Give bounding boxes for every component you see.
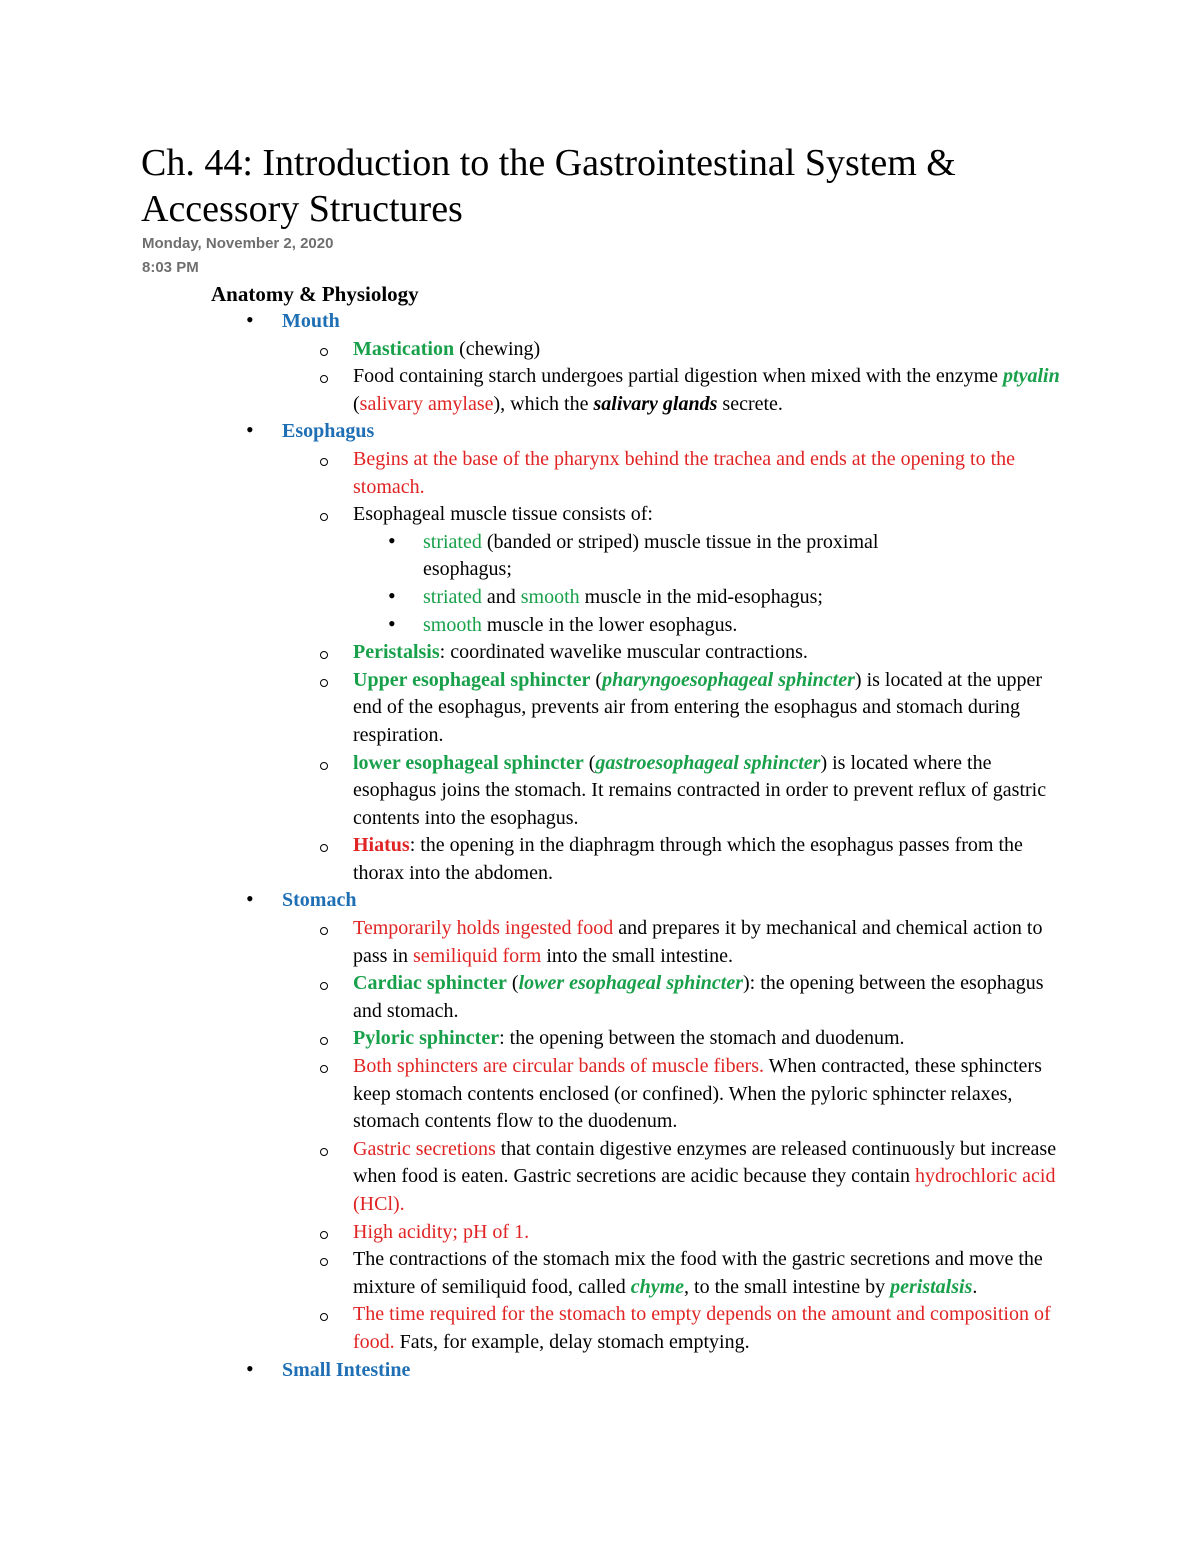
text-span: smooth xyxy=(423,613,482,636)
list-item xyxy=(0,1301,1200,1356)
text-span: ( xyxy=(590,668,603,691)
text-span: The time required for the stomach to empty depends on the amount and composition of food. xyxy=(353,1303,1051,1353)
list-item xyxy=(0,529,1070,584)
text-span: : coordinated wavelike muscular contractions. xyxy=(439,641,808,664)
text-span: The contractions of the stomach mix the food with the gastric secretions and move the mixture of semiliquid food, called xyxy=(353,1248,1043,1298)
text-span: . xyxy=(972,1275,978,1298)
page-title: Ch. 44: Introduction to the Gastrointestinal System & Accessory Structures xyxy=(141,142,956,230)
text-span: Esophageal muscle tissue consists of: xyxy=(353,503,653,526)
list-item xyxy=(0,501,1200,639)
term-cardiac-alt: lower esophageal sphincter xyxy=(518,972,744,995)
term-ues: Upper esophageal sphincter xyxy=(353,668,591,691)
term-cardiac-sphincter: Cardiac sphincter xyxy=(353,972,507,995)
outline-level-1 xyxy=(0,308,1200,1384)
text-span: ( xyxy=(353,392,360,415)
list-item xyxy=(0,832,1200,887)
text-span: smooth xyxy=(520,585,580,608)
list-item xyxy=(0,1136,1200,1219)
text-span: ( xyxy=(583,751,596,774)
outline-item-mouth xyxy=(0,308,1200,418)
text-span: (chewing) xyxy=(454,337,541,360)
note-time: 8:03 PM xyxy=(142,259,199,276)
term-pyloric-sphincter: Pyloric sphincter xyxy=(353,1027,500,1050)
list-item xyxy=(0,363,1200,418)
text-span: : the opening between the stomach and duodenum. xyxy=(499,1027,905,1050)
text-span: Gastric secretions xyxy=(353,1137,496,1160)
text-span: (banded or striped) muscle tissue in the proximal esophagus; xyxy=(423,530,879,581)
outline xyxy=(0,308,1200,1384)
text-span: muscle in the mid-esophagus; xyxy=(579,585,823,608)
text-span: that contain digestive enzymes are released continuously but increase when food is eaten. Gastric secretions are acidic because they contain xyxy=(353,1137,1057,1188)
list-item xyxy=(0,970,1200,1025)
text-span: striated xyxy=(423,530,482,553)
text-span: ( xyxy=(506,972,519,995)
list-item xyxy=(0,1246,1200,1301)
text-span: and prepares it by mechanical and chemical action to pass in xyxy=(353,917,1043,967)
list-item xyxy=(0,667,1200,750)
list-item xyxy=(0,639,1200,667)
outline-item-esophagus xyxy=(0,418,1200,887)
heading-small-intestine: Small Intestine xyxy=(282,1358,411,1381)
list-item xyxy=(0,1219,1200,1247)
text-span: ), which the xyxy=(493,392,594,415)
text-span: and xyxy=(481,585,521,608)
list-item xyxy=(0,446,1200,501)
term-peristalsis-2: peristalsis xyxy=(890,1275,973,1298)
esophagus-sublist xyxy=(282,446,1200,888)
text-span: Food containing starch undergoes partial digestion when mixed with the enzyme xyxy=(353,365,1004,388)
text-span: High acidity; pH of 1. xyxy=(353,1220,530,1243)
term-ues-alt: pharyngoesophageal sphincter xyxy=(602,668,855,691)
text-span: Fats, for example, delay stomach emptying. xyxy=(394,1330,750,1353)
heading-esophagus: Esophagus xyxy=(282,420,375,443)
text-span: : the opening in the diaphragm through which the esophagus passes from the thorax into the abdomen. xyxy=(353,834,1023,884)
outline-item-stomach xyxy=(0,887,1200,1356)
list-item xyxy=(0,1025,1200,1053)
text-span: striated xyxy=(423,585,482,608)
heading-mouth: Mouth xyxy=(282,310,340,332)
text-span: Both sphincters are circular bands of muscle fibers. xyxy=(353,1055,764,1078)
note-date: Monday, November 2, 2020 xyxy=(142,235,334,252)
text-span: ) is located at the upper end of the esophagus, prevents air from entering the esophagus and stomach during respiration. xyxy=(353,668,1043,746)
list-item xyxy=(0,584,1070,612)
term-peristalsis: Peristalsis xyxy=(353,641,440,664)
term-salivary-amylase: salivary amylase xyxy=(359,392,494,415)
mouth-sublist xyxy=(282,336,1200,419)
term-chyme: chyme xyxy=(630,1275,685,1298)
text-span: semiliquid form xyxy=(413,944,542,967)
term-salivary-glands: salivary glands xyxy=(593,392,718,415)
section-heading: Anatomy & Physiology xyxy=(211,282,419,306)
text-span: . xyxy=(399,1193,405,1215)
stomach-sublist xyxy=(282,915,1200,1357)
list-item xyxy=(0,336,1200,364)
outline-item-small-intestine xyxy=(0,1357,1200,1385)
list-item xyxy=(0,915,1200,970)
text-span: secrete. xyxy=(717,392,783,415)
term-les: lower esophageal sphincter xyxy=(353,751,584,774)
term-les-alt: gastroesophageal sphincter xyxy=(595,751,821,774)
list-item xyxy=(0,1053,1200,1136)
text-span: , to the small intestine by xyxy=(684,1275,891,1298)
heading-stomach: Stomach xyxy=(282,889,357,912)
text-span: hydrochloric acid (HCl) xyxy=(353,1165,1056,1215)
muscle-sublist xyxy=(353,529,1070,639)
text-span: Begins at the base of the pharynx behind the trachea and ends at the opening to the stomach. xyxy=(353,447,1016,498)
text-span: muscle in the lower esophagus. xyxy=(481,613,738,636)
term-hiatus: Hiatus xyxy=(353,834,410,857)
term-ptyalin: ptyalin xyxy=(1003,365,1060,388)
text-span: Temporarily holds ingested food xyxy=(353,917,614,940)
text-span: ): the opening between the esophagus and stomach. xyxy=(353,972,1044,1022)
text-span: into the small intestine. xyxy=(541,944,733,967)
text-span: When contracted, these sphincters keep stomach contents enclosed (or confined). When the pyloric sphincter relaxes, stomach contents flow to the duodenum. xyxy=(353,1055,1042,1133)
list-item xyxy=(0,750,1200,833)
term-mastication: Mastication xyxy=(353,337,455,360)
text-span: ) is located where the esophagus joins the stomach. It remains contracted in order to prevent reflux of gastric contents into the esophagus. xyxy=(353,751,1047,829)
list-item xyxy=(0,612,1070,640)
